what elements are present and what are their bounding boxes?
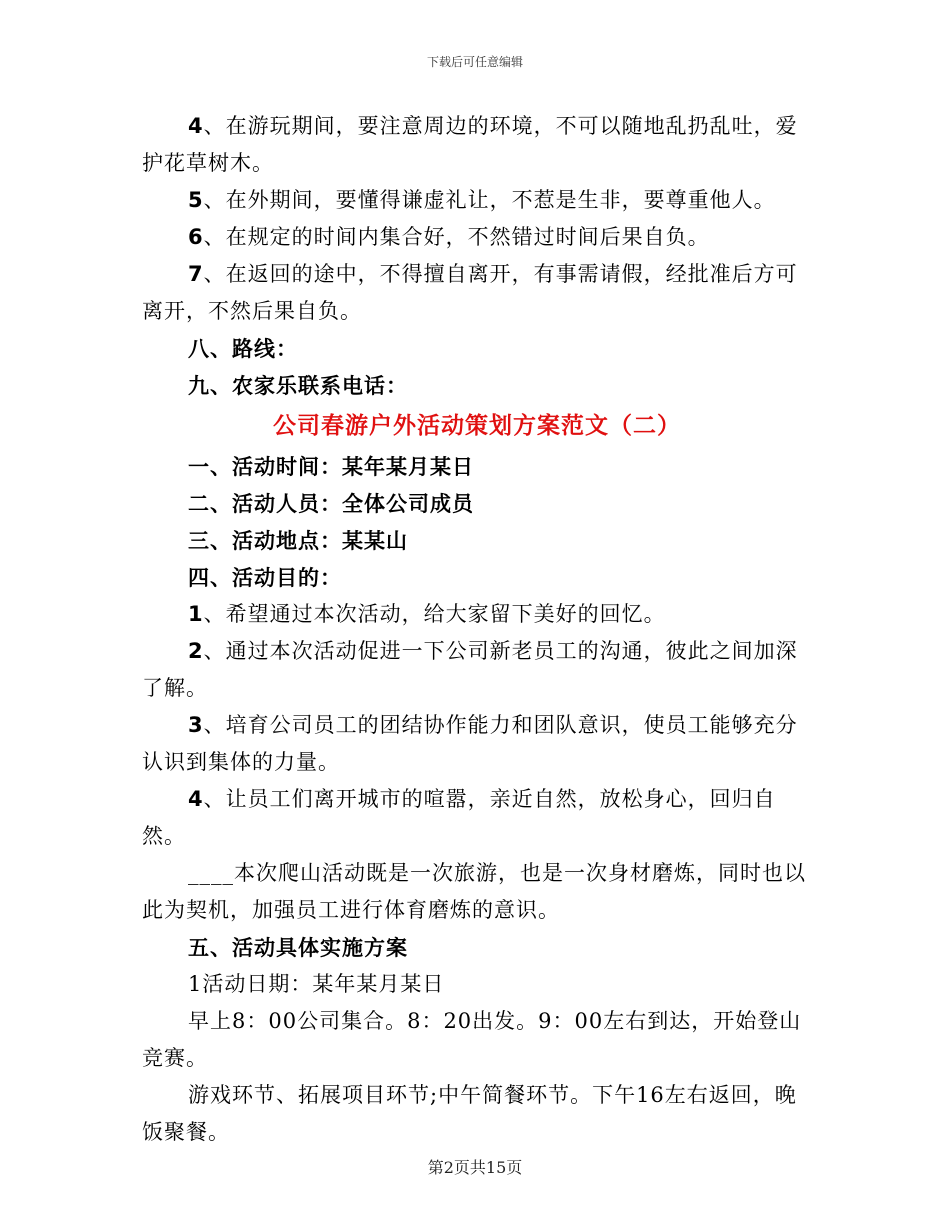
purpose-item-2: 2、通过本次活动促进一下公司新老员工的沟通，彼此之间加深了解。 — [142, 639, 798, 700]
heading-phone: 九、农家乐联系电话： — [188, 373, 408, 398]
purpose-item-4: 4、让员工们离开城市的喧嚣，亲近自然，放松身心，回归自然。 — [142, 787, 776, 848]
purpose-item-1: 1、希望通过本次活动，给大家留下美好的回忆。 — [188, 602, 666, 626]
heading-route: 八、路线： — [188, 336, 298, 361]
heading-plan: 五、活动具体实施方案 — [188, 935, 408, 960]
heading-activity-place: 三、活动地点：某某山 — [188, 528, 408, 553]
plan-line-2: 早上8：00公司集合。8：20出发。9：00左右到达，开始登山竞赛。 — [142, 1009, 802, 1070]
document-body — [142, 108, 812, 1151]
section-title: 公司春游户外活动策划方案范文（二） — [273, 412, 681, 439]
rule-item-4: 4、在游玩期间，要注意周边的环境，不可以随地乱扔乱吐，爱护花草树木。 — [142, 114, 798, 175]
plan-line-3: 游戏环节、拓展项目环节;中午简餐环节。下午16左右返回，晚饭聚餐。 — [142, 1083, 797, 1144]
page-footer: 第2页共15页 — [427, 1158, 523, 1177]
rule-item-7: 7、在返回的途中，不得擅自离开，有事需请假，经批准后方可离开，不然后果自负。 — [142, 262, 798, 323]
heading-activity-purpose: 四、活动目的： — [188, 565, 342, 590]
heading-activity-time: 一、活动时间：某年某月某日 — [188, 454, 474, 479]
plan-line-1: 1活动日期：某年某月某日 — [188, 972, 445, 996]
climb-paragraph: ____本次爬山活动既是一次旅游，也是一次身材磨炼，同时也以此为契机，加强员工进行体育磨炼的意识。 — [142, 861, 806, 922]
rule-item-5: 5、在外期间，要懂得谦虚礼让，不惹是生非，要尊重他人。 — [188, 188, 776, 212]
heading-activity-people: 二、活动人员：全体公司成员 — [188, 491, 474, 516]
purpose-item-3: 3、培育公司员工的团结协作能力和团队意识，使员工能够充分认识到集体的力量。 — [142, 713, 798, 774]
header-note: 下载后可任意编辑 — [426, 55, 523, 69]
rule-item-6: 6、在规定的时间内集合好，不然错过时间后果自负。 — [188, 225, 710, 249]
